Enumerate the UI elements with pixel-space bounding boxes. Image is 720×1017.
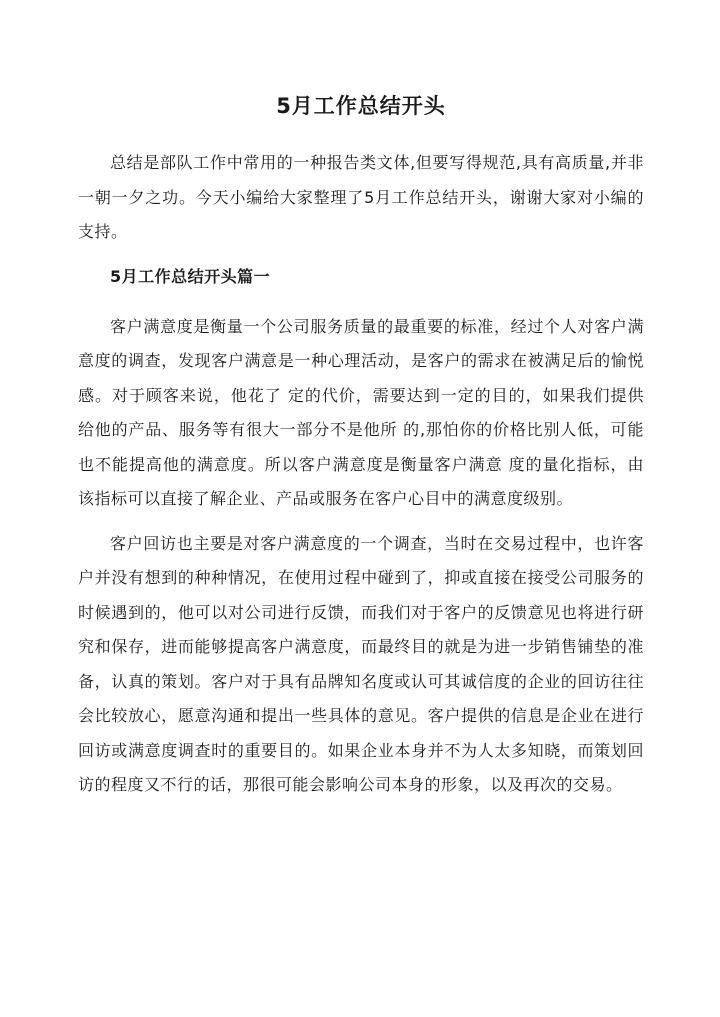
body-paragraph-1: 客户满意度是衡量一个公司服务质量的最重要的标准，经过个人对客户满意度的调查，发现客户满意是一种心理活动，是客户的需求在被满足后的愉悦感。对于顾客来说，他花了 定的代价，需要达到一定的目的，如果我们提供给他的产品、服务等有很大一部分不是他所 的,那怕你的价格比别人低，可能也不能提高他的满意度。所以客户满意度是衡量客户满意 度的量化指标，由该指标可以直接了解企业、产品或服务在客户心目中的满意度级别。 bbox=[78, 316, 644, 508]
body-paragraph-2: 客户回访也主要是对客户满意度的一个调查，当时在交易过程中，也许客户并没有想到的种种情况，在使用过程中碰到了，抑或直接在接受公司服务的时候遇到的，他可以对公司进行反馈，而我们对于客户的反馈意见也将进行研究和保存，进而能够提高客户满意度，而最终目的就是为进一步销售铺垫的准备，认真的策划。客户对于具有品牌知名度或认可其诚信度的企业的回访往往会比较放心，愿意沟通和提出一些具体的意见。客户提供的信息是企业在进行回访或满意度调查时的重要目的。如果企业本身并不为人太多知晓，而策划回访的程度又不行的话，那很可能会影响公司本身的形象，以及再次的交易。 bbox=[78, 533, 644, 794]
page-title: 5月工作总结开头 bbox=[276, 94, 446, 118]
intro-paragraph: 总结是部队工作中常用的一种报告类文体,但要写得规范,具有高质量,并非一朝一夕之功。今天小编给大家整理了5月工作总结开头，谢谢大家对小编的支持。 bbox=[78, 153, 644, 241]
section-heading: 5月工作总结开头篇一 bbox=[110, 266, 271, 286]
